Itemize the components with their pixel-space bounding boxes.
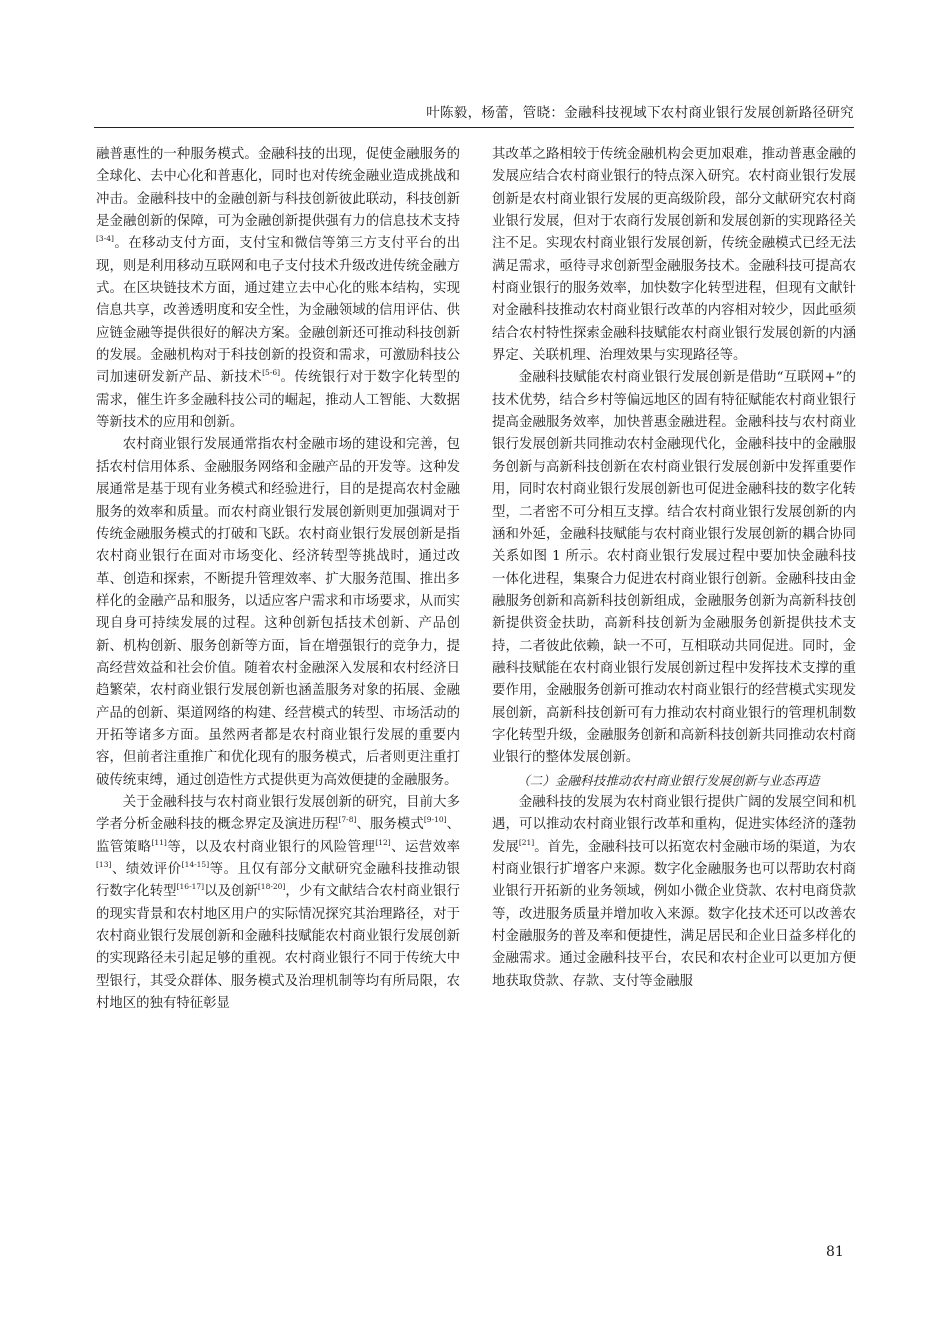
right-column [492, 144, 856, 993]
text-run: ，少有文献结合农村商业银行的现实背景和农村地区用户的实际情况探究其治理路径，对于农村商业银行发展创新和金融科技赋能农村商业银行发展创新的实现路径未引起足够的重视。农村商业银行不同于传统大中型银行，其受众群体、服务模式及治理机制等均有所局限，农村地区的独有特征彰显 [96, 884, 461, 1012]
citation: [5-6] [262, 368, 281, 378]
left-paragraph-1 [96, 144, 460, 434]
text-run: 。在移动支付方面，支付宝和微信等第三方支付平台的出现，则是利用移动互联网和电子支付技术升级改进传统金融方式。在区块链技术方面，通过建立去中心化的账本结构，实现信息共享，改善透明度和安全性，为金融领域的信用评估、供应链金融等提供很好的解决方案。金融创新还可推动科技创新的发展。金融机构对于科技创新的投资和需求，可激励科技公司加速研发新产品、新技术 [96, 236, 460, 386]
header-rule [94, 127, 854, 128]
citation: [9-10] [423, 815, 447, 825]
citation: [18-20] [257, 882, 286, 892]
citation: [11] [151, 837, 167, 847]
text-run: 。首先，金融科技可以拓宽农村金融市场的渠道，为农村商业银行扩增客户来源。数字化金融服务也可以帮助农村商业银行开拓新的业务领域，例如小微企业贷款、农村电商贷款等，改进服务质量并增加收入来源。数字化技术还可以改善农村金融服务的普及率和便捷性，满足居民和企业日益多样化的金融需求。通过金融科技平台，农民和农村企业可以更加方便地获取贷款、存款、支付等金融服 [492, 839, 857, 989]
left-paragraph-3 [96, 792, 460, 1015]
citation: [13] [96, 860, 112, 869]
text-run: 、运营效率 [390, 839, 461, 855]
text-run: 等，以及农村商业银行的风险管理 [166, 839, 376, 855]
citation: [21] [518, 837, 535, 847]
text-run: 。传统银行对于数字化转型的需求，催生许多金融科技公司的崛起，推动人工智能、大数据等新技术的应用和创新。 [96, 370, 460, 431]
citation: [14-15] [181, 860, 210, 869]
text-run: 融普惠性的一种服务模式。金融科技的出现，促使金融服务的全球化、去中心化和普惠化，同时也对传统金融业造成挑战和冲击。金融科技中的金融创新与科技创新彼此联动，科技创新是金融创新的保障，可为金融创新提供强有力的信息技术支持 [96, 147, 460, 230]
section-subheading: （二）金融科技推动农村商业银行发展创新与业态再造 [517, 772, 820, 788]
text-run: 等。且仅有部分文献研究金融科技推动银行数字化转型 [96, 862, 460, 900]
text-run: 、服务模式 [356, 817, 424, 833]
citation: [7-8] [338, 815, 357, 825]
left-column [96, 144, 460, 1015]
right-paragraph-2: 金融科技赋能农村商业银行发展创新是借助“互联网+”的技术优势，结合乡村等偏远地区的固有特征赋能农村商业银行提高金融服务效率，加快普惠金融进程。金融科技与农村商业银行发展创新共同推动农村金融现代化，金融科技中的金融服务创新与高新科技创新在农村商业银行发展创新中发挥重要作用，同时农村商业银行发展创新也可促进金融科技的数字化转型，二者密不可分相互支撑。结合农村商业银行发展创新的内涵和外延，金融科技赋能与农村商业银行发展创新的耦合协同关系如图 1 所示。农村商业银行发展过程中要加快金融科技一体化进程，集聚合力促进农村商业银行创新。金融科技由金融服务创新和高新科技创新组成，金融服务创新为高新科技创新提供资金扶助，高新科技创新为金融服务创新提供技术支持，二者彼此依赖，缺一不可，互相联动共同促进。同时，金融科技赋能在农村商业银行发展创新过程中发挥技术支撑的重要作用，金融服务创新可推动农村商业银行的经营模式实现发展创新，高新科技创新可有力推动农村商业银行的管理机制数字化转型升级，金融服务创新和高新科技创新共同推动农村商业银行的整体发展创新。 [492, 370, 856, 766]
left-paragraph-2: 农村商业银行发展通常指农村金融市场的建设和完善，包括农村信用体系、金融服务网络和金融产品的开发等。这种发展通常是基于现有业务模式和经验进行，目的是提高农村金融服务的效率和质量。而农村商业银行发展创新则更加强调对于传统金融服务模式的打破和飞跃。农村商业银行发展创新是指农村商业银行在面对市场变化、经济转型等挑战时，通过改革、创造和探索，不断提升管理效率、扩大服务范围、推出多样化的金融产品和服务，以适应客户需求和市场要求，从而实现自身可持续发展的过程。这种创新包括技术创新、产品创新、机构创新、服务创新等方面，旨在增强银行的竞争力，提高经营效益和社会价值。随着农村金融深入发展和农村经济日趋繁荣，农村商业银行发展创新也涵盖服务对象的拓展、金融产品的创新、渠道网络的构建、经营模式的转型、市场活动的开拓等诸多方面。虽然两者都是农村商业银行发展的重要内容，但前者注重推广和优化现有的服务模式，后者则更注重打破传统束缚，通过创造性方式提供更为高效便捷的金融服务。 [96, 437, 460, 788]
running-header: 叶陈毅，杨蕾，管晓：金融科技视域下农村商业银行发展创新路径研究 [426, 105, 854, 121]
citation: [16-17] [176, 882, 205, 892]
citation: [12] [375, 837, 391, 847]
text-run: 以及创新 [204, 884, 258, 900]
right-paragraph-3 [492, 792, 856, 993]
page-number: 81 [826, 1244, 844, 1260]
right-paragraph-1: 其改革之路相较于传统金融机构会更加艰难，推动普惠金融的发展应结合农村商业银行的特点深入研究。农村商业银行发展创新是农村商业银行发展的更高级阶段，部分文献研究农村商业银行发展，但对于农商行发展创新和发展创新的实现路径关注不足。实现农村商业银行发展创新，传统金融模式已经无法满足需求，亟待寻求创新型金融服务技术。金融科技可提高农村商业银行的服务效率，加快数字化转型进程，但现有文献针对金融科技推动农村商业银行改革的内容相对较少，因此亟须结合农村特性探索金融科技赋能农村商业银行发展创新的内涵界定、关联机理、治理效果与实现路径等。 [492, 147, 856, 364]
text-run: 、监管策略 [96, 817, 461, 855]
text-run: 关于金融科技与农村商业银行发展创新的研究，目前大多学者分析金融科技的概念界定及演进历程 [96, 794, 460, 833]
text-run: 、绩效评价 [111, 862, 182, 877]
text-run: 金融科技的发展为农村商业银行提供广阔的发展空间和机遇，可以推动农村商业银行改革和重构，促进实体经济的蓬勃发展 [492, 794, 856, 855]
citation: [3-4] [96, 234, 114, 244]
